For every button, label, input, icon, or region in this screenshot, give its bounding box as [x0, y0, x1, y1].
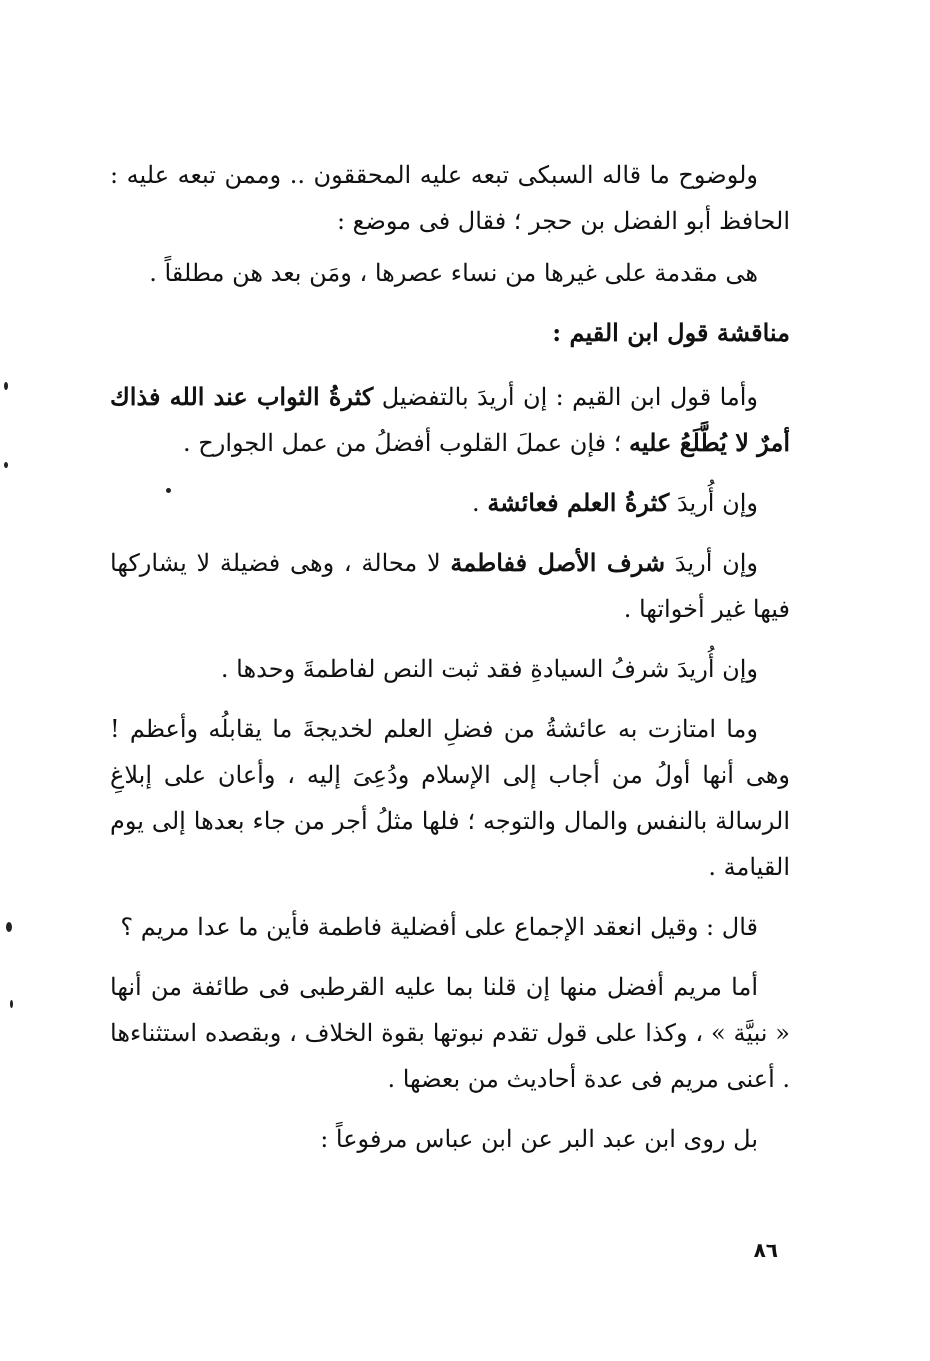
paragraph-1: ولوضوح ما قاله السبكى تبعه عليه المحققون .. وممن تبعه عليه : الحافظ أبو الفضل بن حجر ؛ فقال فى موضع : — [110, 161, 790, 235]
paragraph-2: هى مقدمة على غيرها من نساء عصرها ، ومَن بعد هن مطلقاً . — [149, 259, 758, 287]
scan-speck — [6, 922, 12, 932]
paragraph-3 — [110, 374, 790, 466]
section-heading: مناقشة قول ابن القيم : — [552, 318, 790, 347]
paragraph-4-text-a: وإن أُريدَ — [669, 489, 758, 517]
paragraph-6: وإن أُريدَ شرفُ السيادةِ فقد ثبت النص لفاطمةَ وحدها . — [220, 655, 758, 683]
paragraph-3-text-b: ؛ فإن عملَ القلوب أفضلُ من عمل الجوارح . — [183, 429, 630, 457]
paragraph-5-bold: شرف الأصل ففاطمة — [450, 548, 666, 577]
paragraph-5-text-a: وإن أريدَ — [665, 549, 758, 577]
paragraph-4 — [110, 480, 790, 526]
scan-speck — [10, 1000, 13, 1008]
paragraph-5-text-b: لا محالة ، وهى فضيلة لا يشاركها فيها غير أخواتها . — [110, 549, 790, 623]
paragraph-3-text-a: وأما قول ابن القيم : إن أريدَ بالتفضيل — [373, 383, 758, 411]
paragraph-8: قال : وقيل انعقد الإجماع على أفضلية فاطمة فأين ما عدا مريم ؟ — [120, 913, 758, 941]
paragraph-4-text-b: . — [472, 489, 488, 517]
paragraph-7: وما امتازت به عائشةُ من فضلِ العلم لخديجةَ ما يقابلُه وأعظم ! وهى أنها أولُ من أجاب إلى الإسلام ودُعِىَ إليه ، وأعان على إبلاغِ الرسالة بالنفس والمال والتوجه ؛ فلها مثلُ أجر من جاء بعدها إلى يوم القيامة . — [110, 715, 790, 881]
page-number: ٨٦ — [753, 1238, 778, 1262]
paragraph-4-bold: كثرةُ العلم فعائشة — [487, 488, 670, 517]
scan-speck — [4, 382, 8, 390]
paragraph-3-bold: كثرةُ الثواب عند الله فذاك أمرٌ لا يُطَّلَعُ عليه — [110, 382, 790, 457]
paragraph-10: بل روى ابن عبد البر عن ابن عباس مرفوعاً : — [320, 1125, 758, 1153]
paragraph-5 — [110, 540, 790, 632]
scan-speck — [4, 462, 8, 468]
paragraph-9: أما مريم أفضل منها إن قلنا بما عليه القرطبى فى طائفة من أنها « نبيَّة » ، وكذا على قول تقدم نبوتها بقوة الخلاف ، وبقصده استثناءها . أعنى مريم فى عدة أحاديث من بعضها . — [110, 973, 790, 1093]
scan-speck — [166, 488, 171, 493]
page-body — [110, 152, 790, 1176]
